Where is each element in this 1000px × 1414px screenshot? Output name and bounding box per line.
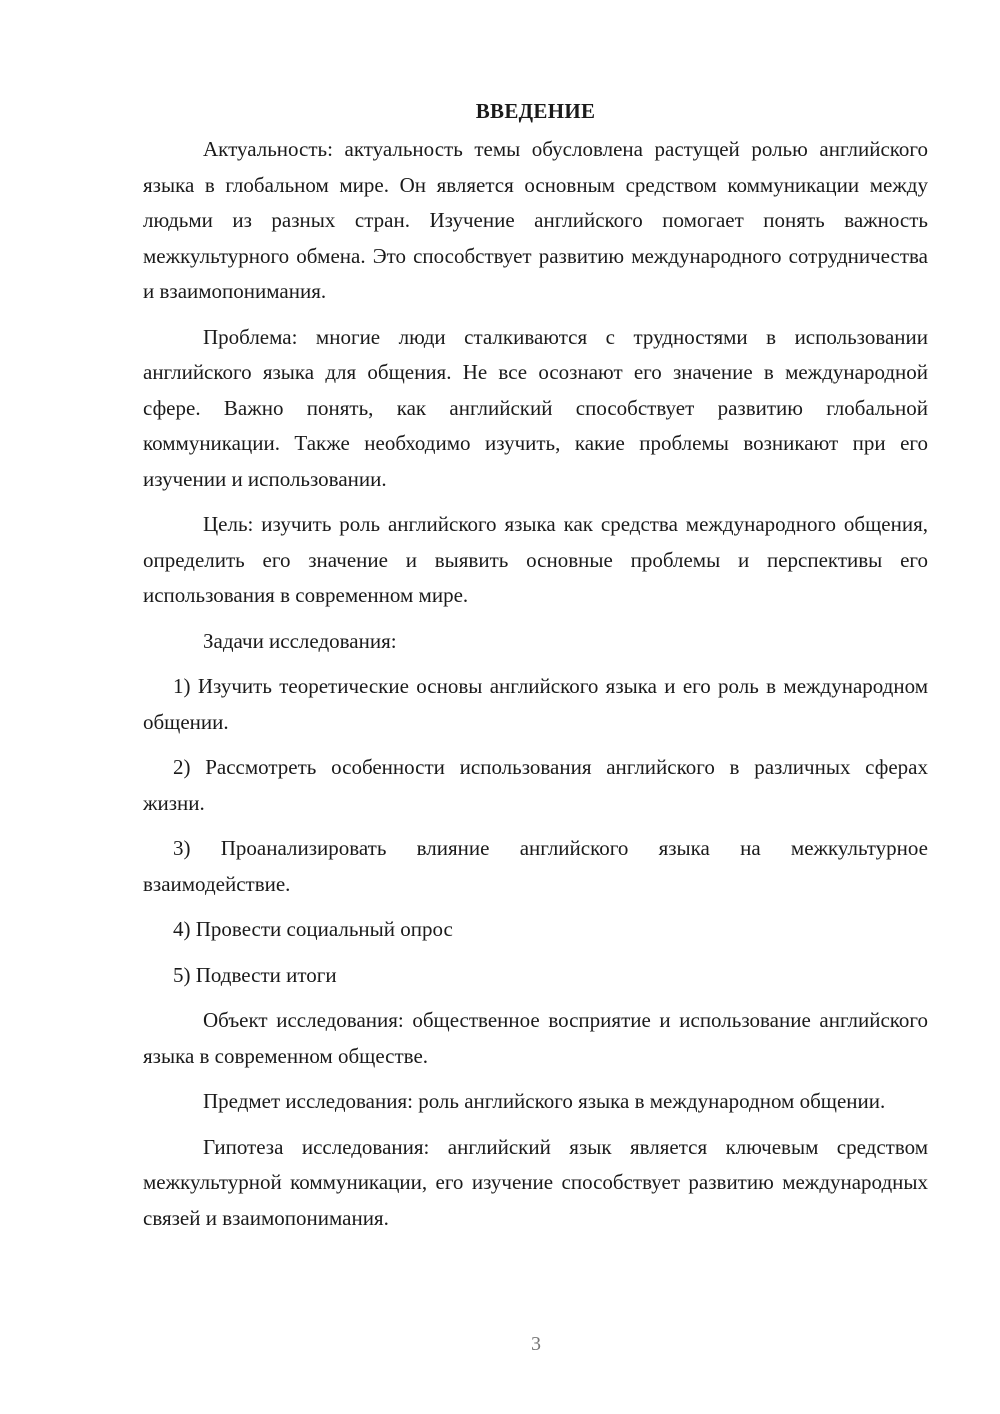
task-item-3: 3) Проанализировать влияние английского языка на межкультурное взаимодействие. [143, 836, 928, 896]
hypothesis-paragraph: Гипотеза исследования: английский язык является ключевым средством межкультурной коммуникации, его изучение способствует развитию международных связей и взаимопонимания. [143, 1134, 928, 1230]
document-page [143, 96, 928, 1246]
task-item-1: 1) Изучить теоретические основы английского языка и его роль в международном общении. [143, 674, 928, 734]
task-item-5: 5) Подвести итоги [173, 962, 337, 987]
relevance-paragraph: Актуальность: актуальность темы обусловлена растущей ролью английского языка в глобальном мире. Он является основным средством коммуникации между людьми из разных стран. Изучение английского помогает понять важность межкультурного обмена. Это способствует развитию международного сотрудничества и взаимопонимания. [143, 137, 928, 303]
page-number: 3 [531, 1333, 541, 1355]
tasks-heading: Задачи исследования: [203, 628, 397, 653]
task-item-2: 2) Рассмотреть особенности использования английского в различных сферах жизни. [143, 755, 928, 815]
page-title: ВВЕДЕНИЕ [475, 99, 596, 123]
task-item-4: 4) Провести социальный опрос [173, 917, 453, 941]
subject-paragraph: Предмет исследования: роль английского языка в международном общении. [203, 1089, 886, 1113]
object-paragraph: Объект исследования: общественное восприятие и использование английского языка в современном обществе. [143, 1008, 928, 1068]
problem-paragraph: Проблема: многие люди сталкиваются с трудностями в использовании английского языка для общения. Не все осознают его значение в международной сфере. Важно понять, как английский способствует развитию глобальной коммуникации. Также необходимо изучить, какие проблемы возникают при его изучении и использовании. [143, 324, 928, 491]
goal-paragraph: Цель: изучить роль английского языка как средства международного общения, определить его значение и выявить основные проблемы и перспективы его использования в современном мире. [143, 512, 928, 607]
